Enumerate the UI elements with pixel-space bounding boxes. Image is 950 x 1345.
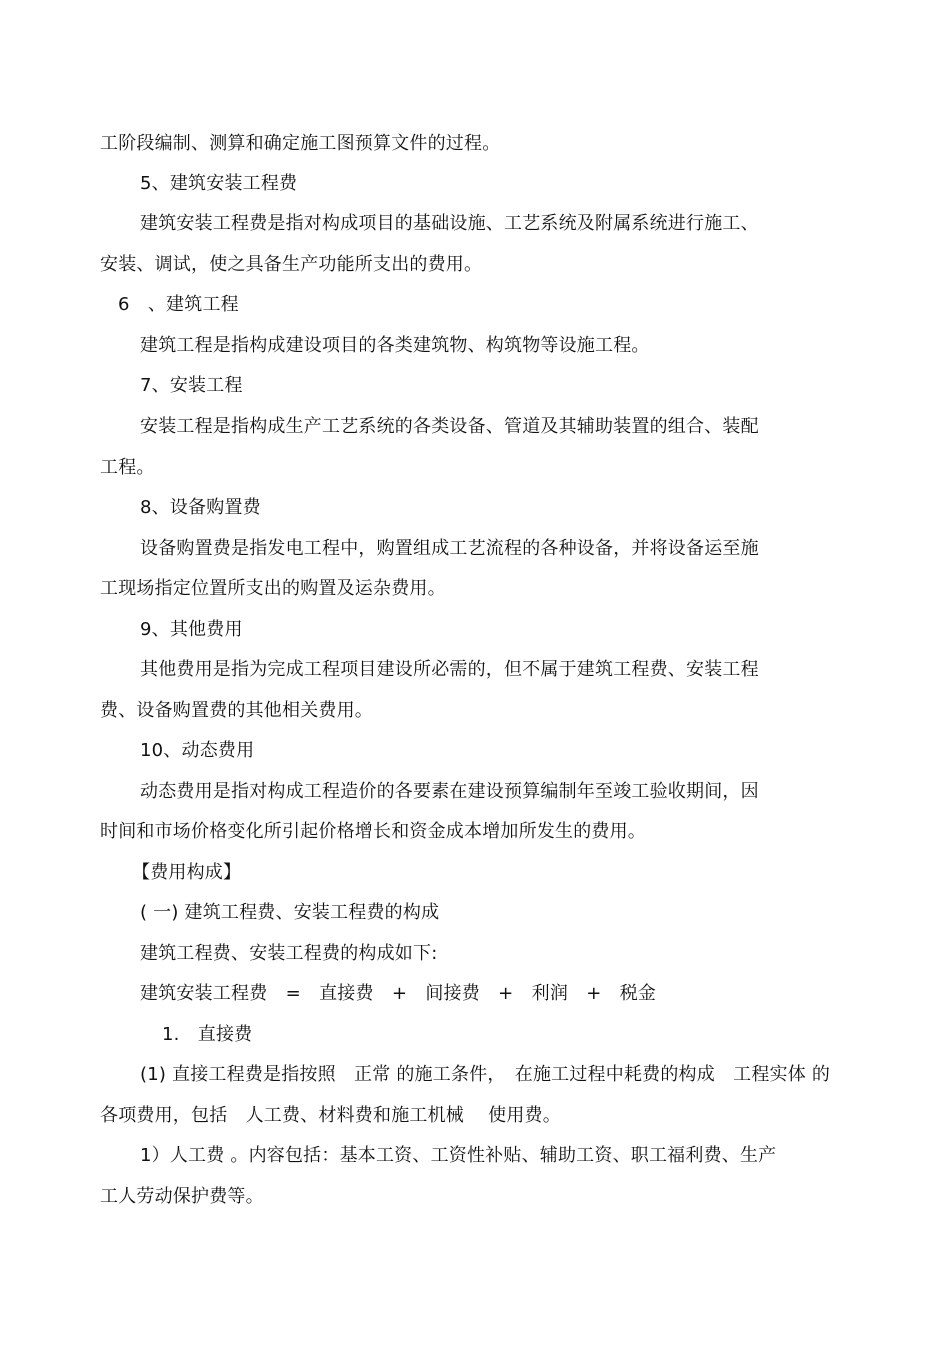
- text-line-14: 其他费用是指为完成工程项目建设所必需的，但不属于建筑工程费、安装工程: [140, 659, 759, 680]
- section-heading-5: 5、建筑安装工程费: [140, 173, 298, 194]
- text-line-3: 建筑安装工程费是指对构成项目的基础设施、工艺系统及附属系统进行施工、: [140, 213, 759, 234]
- text-line-21: 建筑工程费、安装工程费的构成如下:: [140, 943, 438, 964]
- item-heading-direct-cost: 1. 直接费: [162, 1024, 253, 1045]
- text-line-26: 1）人工费 。内容包括：基本工资、工资性补贴、辅助工资、职工福利费、生产: [140, 1145, 777, 1166]
- text-line-8: 安装工程是指构成生产工艺系统的各类设备、管道及其辅助装置的组合、装配: [140, 416, 759, 437]
- subsection-heading-1: ( 一) 建筑工程费、安装工程费的构成: [140, 902, 440, 923]
- text-line-18: 时间和市场价格变化所引起价格增长和资金成本增加所发生的费用。: [100, 821, 646, 842]
- section-heading-6: 6 、建筑工程: [118, 294, 239, 315]
- text-line-27: 工人劳动保护费等。: [100, 1186, 264, 1207]
- text-line-17: 动态费用是指对构成工程造价的各要素在建设预算编制年至竣工验收期间，因: [140, 781, 759, 802]
- text-line-4: 安装、调试，使之具备生产功能所支出的费用。: [100, 254, 483, 275]
- section-heading-8: 8、设备购置费: [140, 497, 261, 518]
- text-line-9: 工程。: [100, 457, 155, 478]
- text-line-1: 工阶段编制、测算和确定施工图预算文件的过程。: [100, 133, 501, 154]
- cost-formula: 建筑安装工程费 = 直接费 + 间接费 + 利润 + 税金: [140, 983, 657, 1004]
- cost-composition-heading: 【费用构成】: [132, 862, 242, 883]
- text-line-24: (1) 直接工程费是指按照 正常 的施工条件， 在施工过程中耗费的构成 工程实体 的: [140, 1064, 831, 1085]
- section-heading-9: 9、其他费用: [140, 619, 243, 640]
- section-heading-10: 10、动态费用: [140, 740, 255, 761]
- text-line-11: 设备购置费是指发电工程中，购置组成工艺流程的各种设备，并将设备运至施: [140, 538, 759, 559]
- text-line-25: 各项费用，包括 人工费、材料费和施工机械 使用费。: [100, 1105, 561, 1126]
- section-heading-7: 7、安装工程: [140, 375, 243, 396]
- text-line-6: 建筑工程是指构成建设项目的各类建筑物、构筑物等设施工程。: [140, 335, 650, 356]
- text-line-12: 工现场指定位置所支出的购置及运杂费用。: [100, 578, 446, 599]
- text-line-15: 费、设备购置费的其他相关费用。: [100, 700, 373, 721]
